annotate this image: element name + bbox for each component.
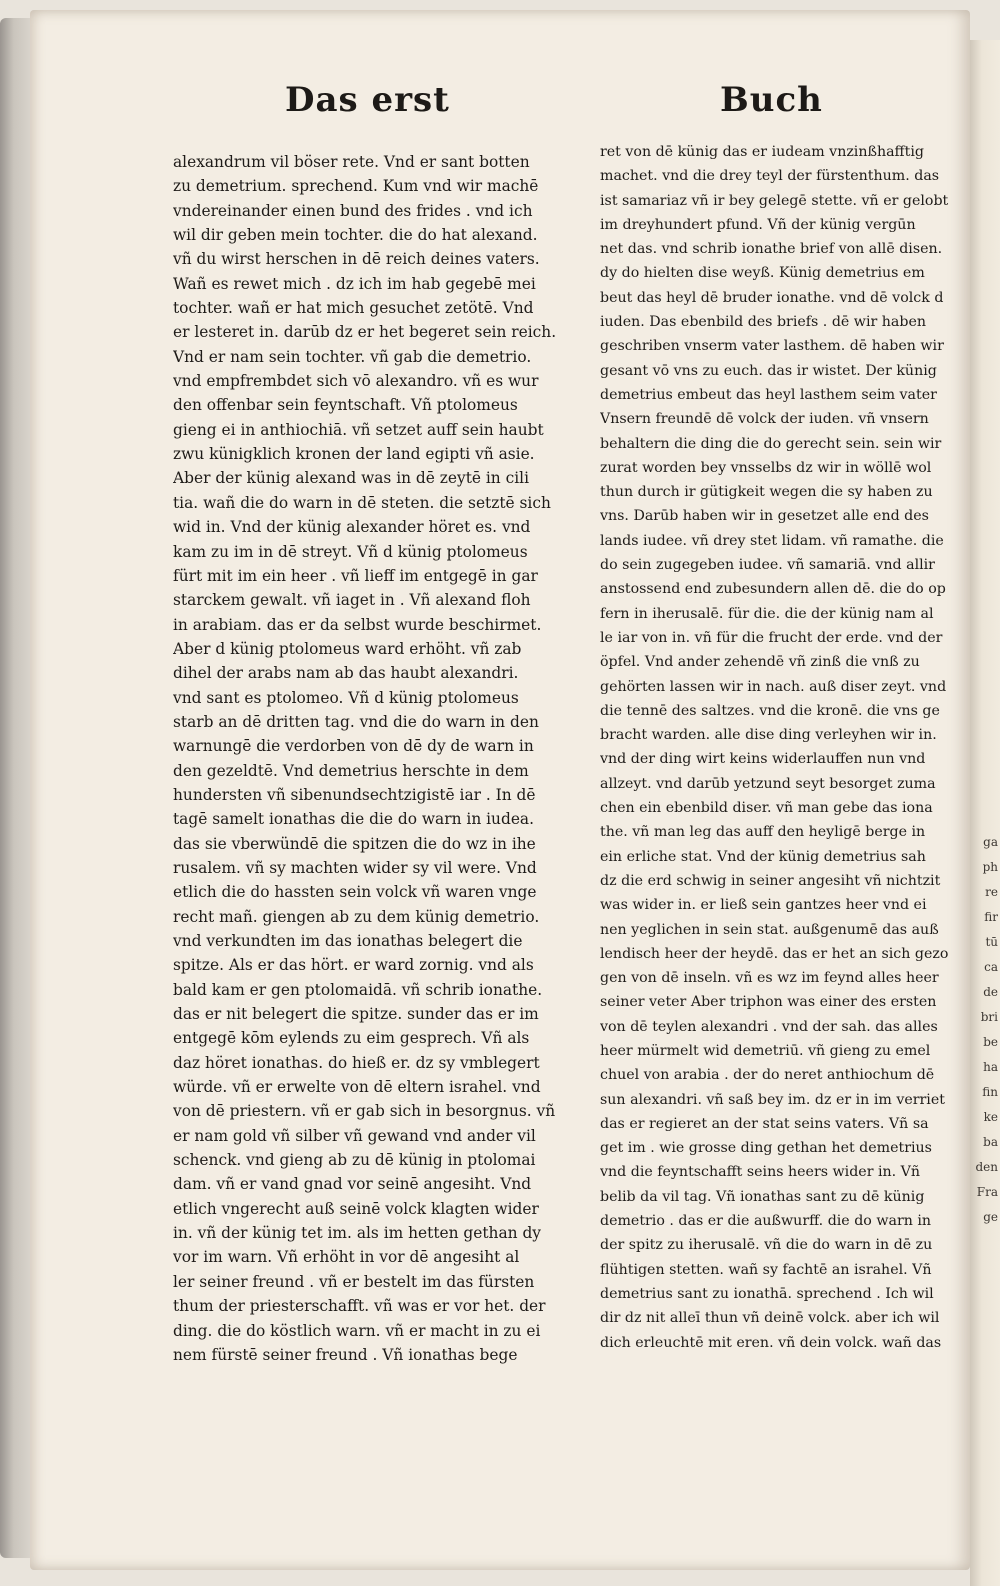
text-line: warnungē die verdorben von dē dy de warn in bbox=[173, 737, 534, 756]
book-page-stack-left bbox=[0, 18, 34, 1558]
text-line: dir dz nit alleī thun vñ deinē volck. aber ich wil bbox=[600, 1310, 940, 1327]
text-line: geschriben vnserm vater lasthem. dē haben wir bbox=[600, 338, 944, 355]
text-line: allzeyt. vnd darūb yetzund seyt besorget zuma bbox=[600, 775, 936, 792]
text-line: dihel der arabs nam ab das haubt alexandri. bbox=[173, 664, 519, 683]
text-line: in. vñ der künig tet im. als im hetten gethan dy bbox=[173, 1224, 542, 1243]
text-line: gehörten lassen wir in nach. auß diser zeyt. vnd bbox=[600, 678, 947, 695]
text-line: ret von dē künig das er iudeam vnzinßhafftig bbox=[600, 144, 924, 160]
book-page bbox=[30, 10, 970, 1570]
text-line: demetrius embeut das heyl lasthem seim vater bbox=[600, 386, 937, 403]
text-line: vnd sant es ptolomeo. Vñ d künig ptolomeus bbox=[173, 688, 519, 707]
facing-page-fragment: ga bbox=[983, 835, 998, 849]
text-line: hundersten vñ sibenundsechtzigistē iar . In dē bbox=[173, 785, 536, 804]
facing-page-fragment: ha bbox=[983, 1060, 998, 1074]
running-head-right: Buch bbox=[720, 80, 823, 120]
text-line: behaltern die ding die do gerecht sein. sein wir bbox=[600, 435, 942, 452]
text-line: im dreyhundert pfund. Vñ der künig vergūn bbox=[600, 216, 916, 233]
text-line: heer mürmelt wid demetriū. vñ gieng zu emel bbox=[600, 1042, 931, 1059]
text-line: vnd der ding wirt keins widerlauffen nun vnd bbox=[600, 751, 926, 768]
facing-page-fragment: fin bbox=[982, 1085, 998, 1099]
text-line: demetrio . das er die außwurff. die do warn in bbox=[600, 1213, 932, 1230]
text-line: das er regieret an der stat seins vaters. Vñ sa bbox=[600, 1115, 929, 1132]
text-line: beut das heyl dē bruder ionathe. vnd dē volck d bbox=[600, 289, 944, 306]
text-line: etlich vngerecht auß seinē volck klagten wider bbox=[173, 1199, 539, 1218]
text-line: chen ein ebenbild diser. vñ man gebe das iona bbox=[600, 800, 933, 817]
text-line: chuel von arabia . der do neret anthiochum dē bbox=[600, 1067, 935, 1084]
text-line: starckem gewalt. vñ iaget in . Vñ alexand floh bbox=[173, 591, 531, 610]
text-line: flühtigen stetten. wañ sy fachtē an israhel. Vñ bbox=[600, 1261, 932, 1278]
text-line: fürt mit im ein heer . vñ lieff im entgegē in gar bbox=[173, 566, 538, 585]
facing-page-fragment: ph bbox=[982, 860, 998, 874]
text-line: die tennē des saltzes. vnd die kronē. die vns ge bbox=[600, 702, 940, 719]
text-line: ein erliche stat. Vnd der künig demetrius sah bbox=[600, 848, 926, 865]
text-line: get im . wie grosse ding gethan het demetrius bbox=[600, 1140, 932, 1157]
facing-page-fragment: bri bbox=[980, 1010, 998, 1024]
facing-page-fragment: fir bbox=[984, 910, 998, 924]
facing-page-fragment: Fra bbox=[976, 1185, 998, 1199]
text-line: fern in iherusalē. für die. die der künig nam al bbox=[600, 605, 934, 622]
facing-page-fragments bbox=[974, 830, 998, 1230]
text-line: machet. vnd die drey teyl der fürstenthum. das bbox=[600, 168, 940, 185]
text-line: vñ du wirst herschen in dē reich deines vaters. bbox=[173, 250, 540, 269]
text-line: demetrius sant zu ionathā. sprechend . Ich wil bbox=[600, 1285, 934, 1302]
text-line: dy do hielten dise weyß. Künig demetrius em bbox=[600, 265, 925, 282]
text-line: vnd die feyntschafft seins heers wider in. Vñ bbox=[600, 1164, 921, 1181]
text-line: in arabiam. das er da selbst wurde beschirmet. bbox=[173, 615, 542, 634]
text-line: dich erleuchtē mit eren. vñ dein volck. wañ das bbox=[600, 1334, 942, 1351]
text-line: gen von dē inseln. vñ es wz im feynd alles heer bbox=[600, 970, 939, 987]
text-line: Aber d künig ptolomeus ward erhöht. vñ zab bbox=[173, 639, 522, 658]
text-line: rusalem. vñ sy machten wider sy vil were. Vnd bbox=[173, 858, 537, 877]
facing-page-edge bbox=[970, 40, 1000, 1586]
text-line: Vnd er nam sein tochter. vñ gab die demetrio. bbox=[173, 347, 532, 366]
text-line: thum der priesterschafft. vñ was er vor het. der bbox=[173, 1297, 546, 1316]
text-line: ding. die do köstlich warn. vñ er macht in zu ei bbox=[173, 1321, 541, 1340]
text-line: anstossend end zubesundern allen dē. die do op bbox=[600, 581, 946, 598]
text-line: bracht warden. alle dise ding verleyhen wir in. bbox=[600, 727, 937, 744]
text-line: würde. vñ er erwelte von dē eltern israhel. vnd bbox=[173, 1078, 541, 1097]
text-line: Vnsern freundē dē volck der iuden. vñ vnsern bbox=[600, 411, 929, 428]
text-line: nen yeglichen in sein stat. außgenumē das auß bbox=[600, 921, 939, 938]
facing-page-fragment: ge bbox=[983, 1210, 998, 1224]
text-line: was wider in. er ließ sein gantzes heer vnd ei bbox=[600, 897, 927, 914]
text-line: ler seiner freund . vñ er bestelt im das fürsten bbox=[173, 1272, 535, 1291]
text-line: recht mañ. giengen ab zu dem künig demetrio. bbox=[173, 907, 540, 926]
text-line: der spitz zu iherusalē. vñ die do warn in dē zu bbox=[600, 1237, 933, 1254]
text-line: Wañ es rewet mich . dz ich im hab gegebē mei bbox=[173, 274, 536, 293]
facing-page-fragment: re bbox=[985, 885, 998, 899]
text-line: gieng ei in anthiochiā. vñ setzet auff sein haubt bbox=[173, 420, 544, 439]
text-line: vnd verkundten im das ionathas belegert die bbox=[173, 932, 523, 950]
text-line: öpfel. Vnd ander zehendē vñ zinß die vnß zu bbox=[600, 654, 920, 671]
text-line: seiner veter Aber triphon was einer des ersten bbox=[600, 994, 937, 1011]
text-line: den gezeldtē. Vnd demetrius herschte in dem bbox=[173, 761, 529, 780]
text-line: von dē teylen alexandri . vnd der sah. das alles bbox=[600, 1018, 938, 1035]
text-line: the. vñ man leg das auff den heyligē berge in bbox=[600, 824, 926, 841]
facing-page-fragment: ba bbox=[983, 1135, 998, 1149]
text-line: tochter. wañ er hat mich gesuchet zetötē. Vnd bbox=[173, 299, 534, 318]
text-line: wil dir geben mein tochter. die do hat alexand. bbox=[173, 226, 538, 245]
text-line: er lesteret in. darūb dz er het begeret sein reich. bbox=[173, 323, 557, 342]
text-line: schenck. vnd gieng ab zu dē künig in ptolomai bbox=[173, 1151, 536, 1170]
text-line: thun durch ir gütigkeit wegen die sy haben zu bbox=[600, 484, 933, 501]
text-line: kam zu im in dē streyt. Vñ d künig ptolomeus bbox=[173, 542, 528, 561]
text-line: net das. vnd schrib ionathe brief von allē disen. bbox=[600, 241, 943, 258]
text-line: lendisch heer der heydē. das er het an sich gezo bbox=[600, 945, 949, 962]
text-line: er nam gold vñ silber vñ gewand vnd ander vil bbox=[173, 1126, 536, 1145]
text-line: dam. vñ er vand gnad vor seinē angesiht. Vnd bbox=[173, 1175, 532, 1194]
text-line: vnd empfrembdet sich vō alexandro. vñ es wur bbox=[173, 372, 539, 391]
text-line: zwu künigklich kronen der land egipti vñ asie. bbox=[173, 445, 535, 464]
text-line: vns. Darūb haben wir in gesetzet alle end des bbox=[600, 508, 929, 525]
text-line: spitze. Als er das hört. er ward zornig. vnd als bbox=[173, 956, 534, 975]
text-line: sun alexandri. vñ saß bey im. dz er in im verriet bbox=[600, 1091, 945, 1108]
text-line: etlich die do hassten sein volck vñ waren vnge bbox=[173, 883, 537, 902]
text-line: Aber der künig alexand was in dē zeytē in cili bbox=[173, 469, 529, 488]
text-line: vor im warn. Vñ erhöht in vor dē angesiht al bbox=[173, 1248, 520, 1267]
text-column-right bbox=[600, 140, 970, 1355]
text-line: das sie vberwündē die spitzen die do wz in ihe bbox=[173, 834, 536, 853]
text-line: den offenbar sein feyntschaft. Vñ ptolomeus bbox=[173, 396, 518, 415]
text-line: daz höret ionathas. do hieß er. dz sy vmblegert bbox=[173, 1053, 540, 1072]
text-column-left bbox=[173, 150, 573, 1367]
text-line: von dē priestern. vñ er gab sich in besorgnus. vñ bbox=[173, 1102, 556, 1121]
text-line: do sein zugegeben iudee. vñ samariā. vnd allir bbox=[600, 557, 935, 574]
facing-page-fragment: ca bbox=[984, 960, 998, 974]
text-line: iuden. Das ebenbild des briefs . dē wir haben bbox=[600, 314, 926, 331]
facing-page-fragment: ke bbox=[983, 1110, 998, 1124]
facing-page-fragment: de bbox=[983, 985, 998, 999]
text-line: das er nit belegert die spitze. sunder das er im bbox=[173, 1005, 539, 1024]
text-line: le iar von in. vñ für die frucht der erde. vnd der bbox=[600, 629, 943, 646]
text-line: ist samariaz vñ ir bey gelegē stette. vñ er gelobt bbox=[600, 192, 949, 209]
text-line: wid in. Vnd der künig alexander höret es. vnd bbox=[173, 518, 531, 537]
text-line: gesant vō vns zu euch. das ir wistet. Der künig bbox=[600, 362, 937, 379]
text-line: tagē samelt ionathas die die do warn in iudea. bbox=[173, 810, 534, 829]
text-line: tia. wañ die do warn in dē steten. die setztē sich bbox=[173, 493, 551, 512]
text-line: nem fürstē seiner freund . Vñ ionathas bege bbox=[173, 1345, 518, 1364]
running-head-left: Das erst bbox=[285, 80, 450, 120]
facing-page-fragment: den bbox=[975, 1160, 998, 1174]
text-line: dz die erd schwig in seiner angesiht vñ nichtzit bbox=[600, 872, 941, 889]
text-line: entgegē kōm eylends zu eim gesprech. Vñ als bbox=[173, 1029, 530, 1048]
text-line: vndereinander einen bund des frides . vnd ich bbox=[173, 201, 533, 220]
text-line: starb an dē dritten tag. vnd die do warn in den bbox=[173, 712, 539, 731]
text-line: alexandrum vil böser rete. Vnd er sant botten bbox=[173, 153, 530, 171]
text-line: lands iudee. vñ drey stet lidam. vñ ramathe. die bbox=[600, 532, 944, 549]
text-line: zu demetrium. sprechend. Kum vnd wir machē bbox=[173, 177, 539, 196]
facing-page-fragment: be bbox=[983, 1035, 998, 1049]
facing-page-fragment: tū bbox=[985, 935, 998, 949]
text-line: belib da vil tag. Vñ ionathas sant zu dē künig bbox=[600, 1188, 925, 1205]
text-line: zurat worden bey vnsselbs dz wir in wöllē wol bbox=[600, 459, 932, 476]
text-line: bald kam er gen ptolomaidā. vñ schrib ionathe. bbox=[173, 980, 543, 999]
